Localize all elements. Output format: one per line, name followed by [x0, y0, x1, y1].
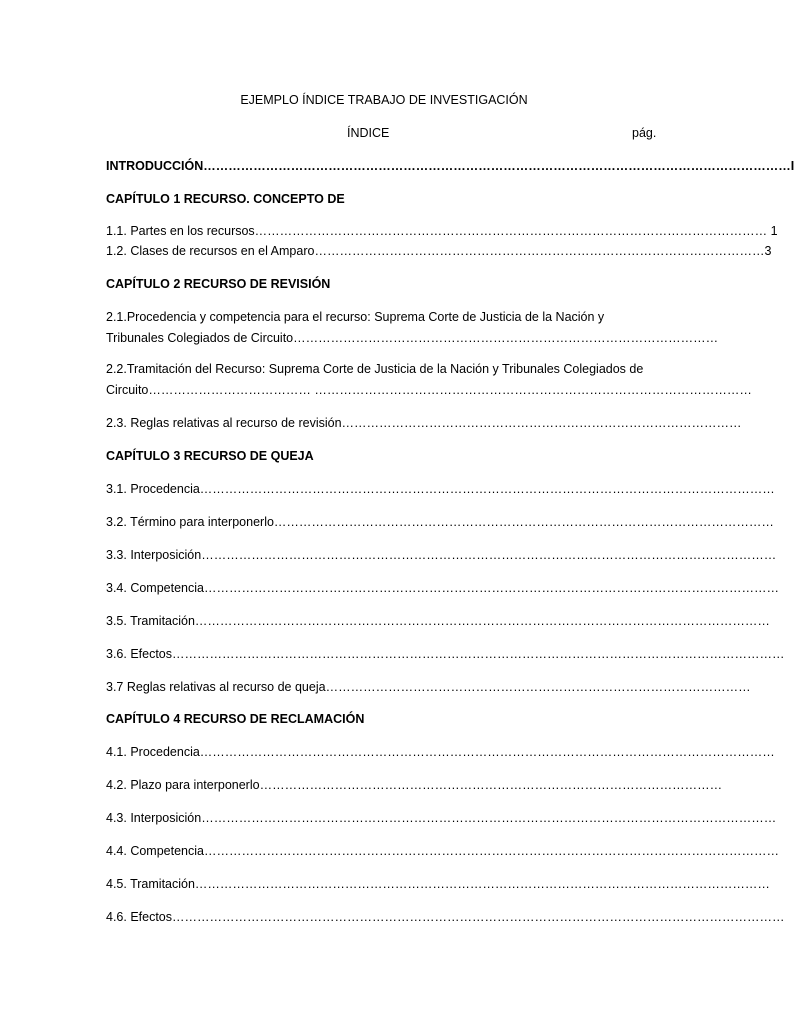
chapter-1-title: CAPÍTULO 1 RECURSO. CONCEPTO DE [106, 192, 345, 206]
toc-entry-3-6: 3.6. Efectos………………………………………………………………………………………………………………………………… [106, 647, 785, 661]
toc-entry-3-5: 3.5. Tramitación………………………………………………………………………………………………………………………… [106, 614, 770, 628]
toc-entry-3-3: 3.3. Interposición………………………………………………………………………………………………………………………… [106, 548, 777, 562]
toc-entry-4-6: 4.6. Efectos………………………………………………………………………………………………………………………………… [106, 910, 785, 924]
chapter-3-title: CAPÍTULO 3 RECURSO DE QUEJA [106, 449, 314, 463]
toc-entry-1-1: 1.1. Partes en los recursos…………………………………………………………………………………………………………… 1 [106, 224, 778, 238]
toc-entry-4-3: 4.3. Interposición………………………………………………………………………………………………………………………… [106, 811, 777, 825]
toc-entry-2-1-line-1: 2.1.Procedencia y competencia para el recurso: Suprema Corte de Justicia de la Nación y [106, 310, 605, 324]
toc-entry-2-1-line-2: Tribunales Colegiados de Circuito………………………………………………………………………………………… [106, 331, 719, 345]
toc-entry-1-2: 1.2. Clases de recursos en el Amparo………………………………………………………………………………………………3 [106, 244, 772, 258]
toc-entry-2-3: 2.3. Reglas relativas al recurso de revisión…………………………………………………………………………………… [106, 416, 742, 430]
toc-entry-3-2: 3.2. Término para interponerlo………………………………………………………………………………………………………… [106, 515, 774, 529]
document-title: EJEMPLO ÍNDICE TRABAJO DE INVESTIGACIÓN [240, 93, 528, 107]
toc-entry-2-2 [106, 359, 752, 401]
index-label: ÍNDICE [347, 126, 390, 140]
toc-entry-4-4: 4.4. Competencia………………………………………………………………………………………………………………………… [106, 844, 779, 858]
toc-entry-2-1 [106, 307, 719, 349]
toc-entry-4-5: 4.5. Tramitación………………………………………………………………………………………………………………………… [106, 877, 770, 891]
toc-entry-4-2: 4.2. Plazo para interponerlo………………………………………………………………………………………………… [106, 778, 723, 792]
toc-entry-2-2-line-1: 2.2.Tramitación del Recurso: Suprema Corte de Justicia de la Nación y Tribunales Colegiados de [106, 362, 644, 376]
toc-entry-4-1: 4.1. Procedencia………………………………………………………………………………………………………………………… [106, 745, 775, 759]
toc-entry-2-2-line-2: Circuito………………………………… …………………………………………………………………………………………… [106, 383, 752, 397]
page-column-label: pág. [632, 126, 657, 140]
toc-entry-3-7: 3.7 Reglas relativas al recurso de queja………………………………………………………………………………………… [106, 680, 751, 694]
chapter-2-title: CAPÍTULO 2 RECURSO DE REVISIÓN [106, 277, 331, 291]
toc-introduction: INTRODUCCIÓN……………………………………………………………………………………………………………………………I [106, 159, 794, 173]
toc-entry-3-4: 3.4. Competencia………………………………………………………………………………………………………………………… [106, 581, 779, 595]
chapter-4-title: CAPÍTULO 4 RECURSO DE RECLAMACIÓN [106, 712, 365, 726]
toc-entry-3-1: 3.1. Procedencia………………………………………………………………………………………………………………………… [106, 482, 775, 496]
